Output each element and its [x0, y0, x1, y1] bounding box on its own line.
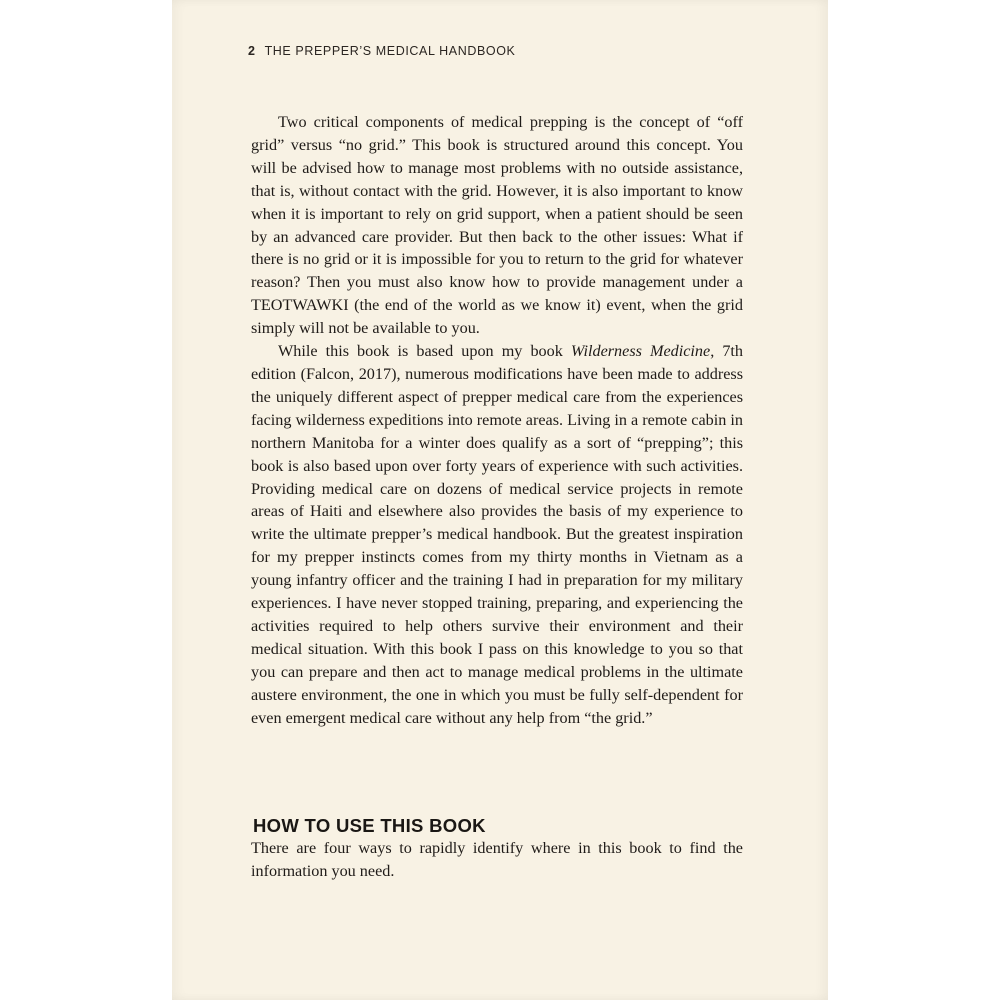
book-title: Wilderness Medicine [570, 342, 711, 361]
paragraph-text: While this book is based upon my book [278, 342, 571, 361]
page-number: 2 [248, 44, 256, 58]
paragraph-text: , 7th edition (Falcon, 2017), numerous modifications have been made to address the uniquely different aspect of prepper medical care from the experiences facing wilderness expeditions into remote areas. Living in a remote cabin in northern Manitoba for a winter does qualify as a sort of “prepping”; this book is also based upon over forty years of experience with such activities. Providing medical care on dozens of medical service projects in remote areas of Haiti and elsewhere also provides the basis of my experience to write the ultimate prepper’s medical handbook. But the greatest inspiration for my prepper instincts comes from my thirty months in Vietnam as a young infantry officer and the training I had in preparation for my military experiences. I have never stopped training, preparing, and experiencing the activities required to help others survive their environment and their medical situation. With this book I pass on this knowledge to you so that you can prepare and then act to manage medical problems in the ultimate austere environment, the one in which you must be fully self-dependent for even emergent medical care without any help from “the grid.” [251, 342, 744, 727]
section-paragraph: There are four ways to rapidly identify where in this book to find the information you need. [251, 839, 743, 880]
body-text [251, 111, 743, 729]
running-head-title: THE PREPPER’S MEDICAL HANDBOOK [264, 44, 516, 58]
paragraph [251, 340, 743, 729]
paragraph: Two critical components of medical prepping is the concept of “off grid” versus “no grid.” This book is structured around this concept. You will be advised how to manage most problems with no outside assistance, that is, without contact with the grid. However, it is also important to know when it is important to rely on grid support, when a patient should be seen by an advanced care provider. But then back to the other issues: What if there is no grid or it is impossible for you to return to the grid for whatever reason? Then you must also know how to provide management under a TEOTWAWKI (the end of the world as we know it) event, when the grid simply will not be available to you. [251, 113, 743, 338]
section-heading: HOW TO USE THIS BOOK [253, 815, 486, 836]
running-head [248, 44, 515, 58]
